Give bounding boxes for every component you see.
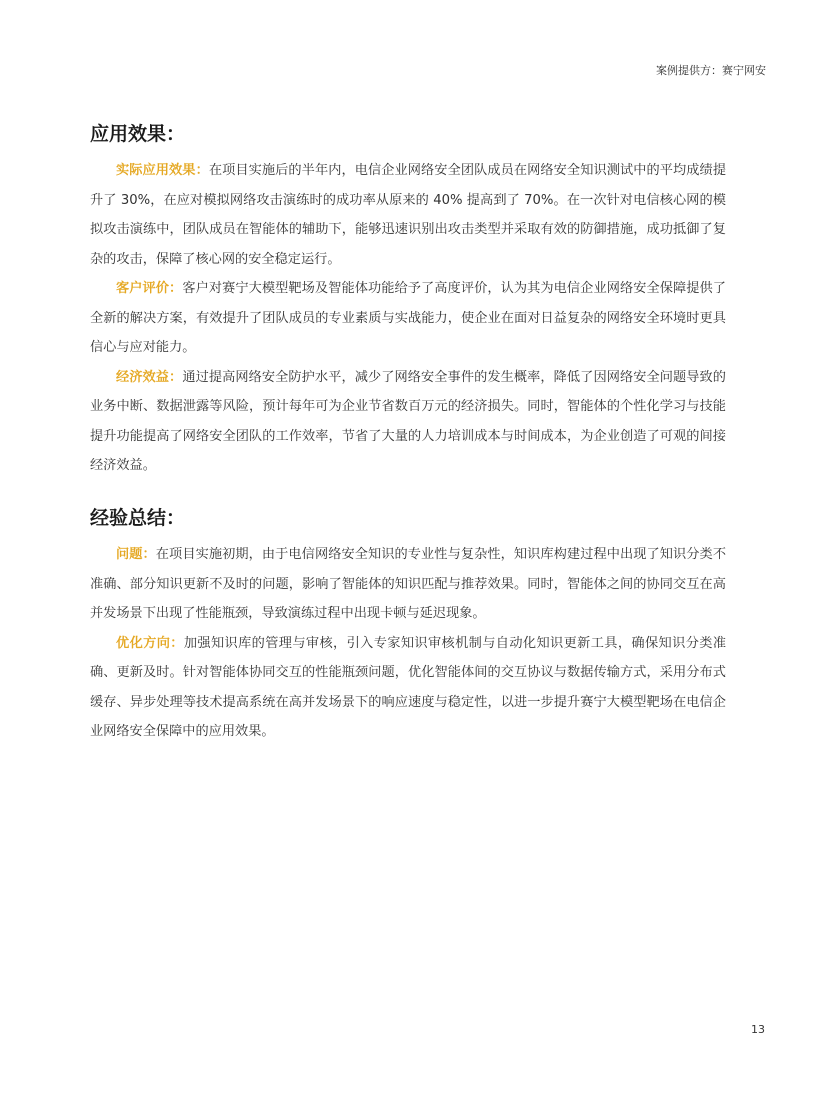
lead-problems: 问题： [116, 547, 156, 562]
text-problems: 在项目实施初期，由于电信网络安全知识的专业性与复杂性，知识库构建过程中出现了知识分类不准确、部分知识更新不及时的问题，影响了智能体的知识匹配与推荐效果。同时，智能体之间的协同交互在高并发场景下出现了性能瓶颈，导致演练过程中出现卡顿与延迟现象。 [90, 547, 727, 621]
paragraph-economic-benefit [90, 363, 726, 481]
paragraph-customer-review [90, 274, 726, 363]
lead-customer-review: 客户评价： [116, 281, 183, 296]
text-economic-benefit: 通过提高网络安全防护水平，减少了网络安全事件的发生概率，降低了因网络安全问题导致的业务中断、数据泄露等风险，预计每年可为企业节省数百万元的经济损失。同时，智能体的个性化学习与技能提升功能提高了网络安全团队的工作效率，节省了大量的人力培训成本与时间成本，为企业创造了可观的间接经济效益。 [90, 369, 726, 473]
page-number: 13 [751, 1023, 765, 1036]
lead-actual-effects: 实际应用效果： [116, 163, 209, 178]
section-title-summary: 经验总结： [90, 507, 186, 529]
text-customer-review: 客户对赛宁大模型靶场及智能体功能给予了高度评价，认为其为电信企业网络安全保障提供了全新的解决方案，有效提升了团队成员的专业素质与实战能力，使企业在面对日益复杂的网络安全环境时更具信心与应对能力。 [90, 281, 726, 355]
lead-economic-benefit: 经济效益： [116, 369, 183, 385]
application-effects-section [90, 118, 726, 481]
text-actual-effects: 在项目实施后的半年内，电信企业网络安全团队成员在网络安全知识测试中的平均成绩提升了 30%，在应对模拟网络攻击演练时的成功率从原来的 40% 提高到了 70%。在一次针对电信核心网的模拟攻击演练中，团队成员在智能体的辅助下，能够迅速识别出攻击类型并采取有效的防御措施，成功抵御了复杂的攻击，保障了核心网的安全稳定运行。 [90, 163, 727, 267]
text-optimization: 加强知识库的管理与审核，引入专家知识审核机制与自动化知识更新工具，确保知识分类准确、更新及时。针对智能体协同交互的性能瓶颈问题，优化智能体间的交互协议与数据传输方式，采用分布式缓存、异步处理等技术提高系统在高并发场景下的响应速度与稳定性，以进一步提升赛宁大模型靶场在电信企业网络安全保障中的应用效果。 [90, 635, 727, 739]
lead-optimization: 优化方向： [116, 635, 184, 651]
experience-summary-section [90, 502, 726, 747]
case-provider-label: 案例提供方：赛宁网安 [656, 64, 766, 77]
paragraph-problems [90, 540, 726, 629]
paragraph-optimization [90, 629, 726, 747]
paragraph-actual-effects [90, 156, 726, 274]
section-title-effects: 应用效果： [90, 123, 186, 145]
